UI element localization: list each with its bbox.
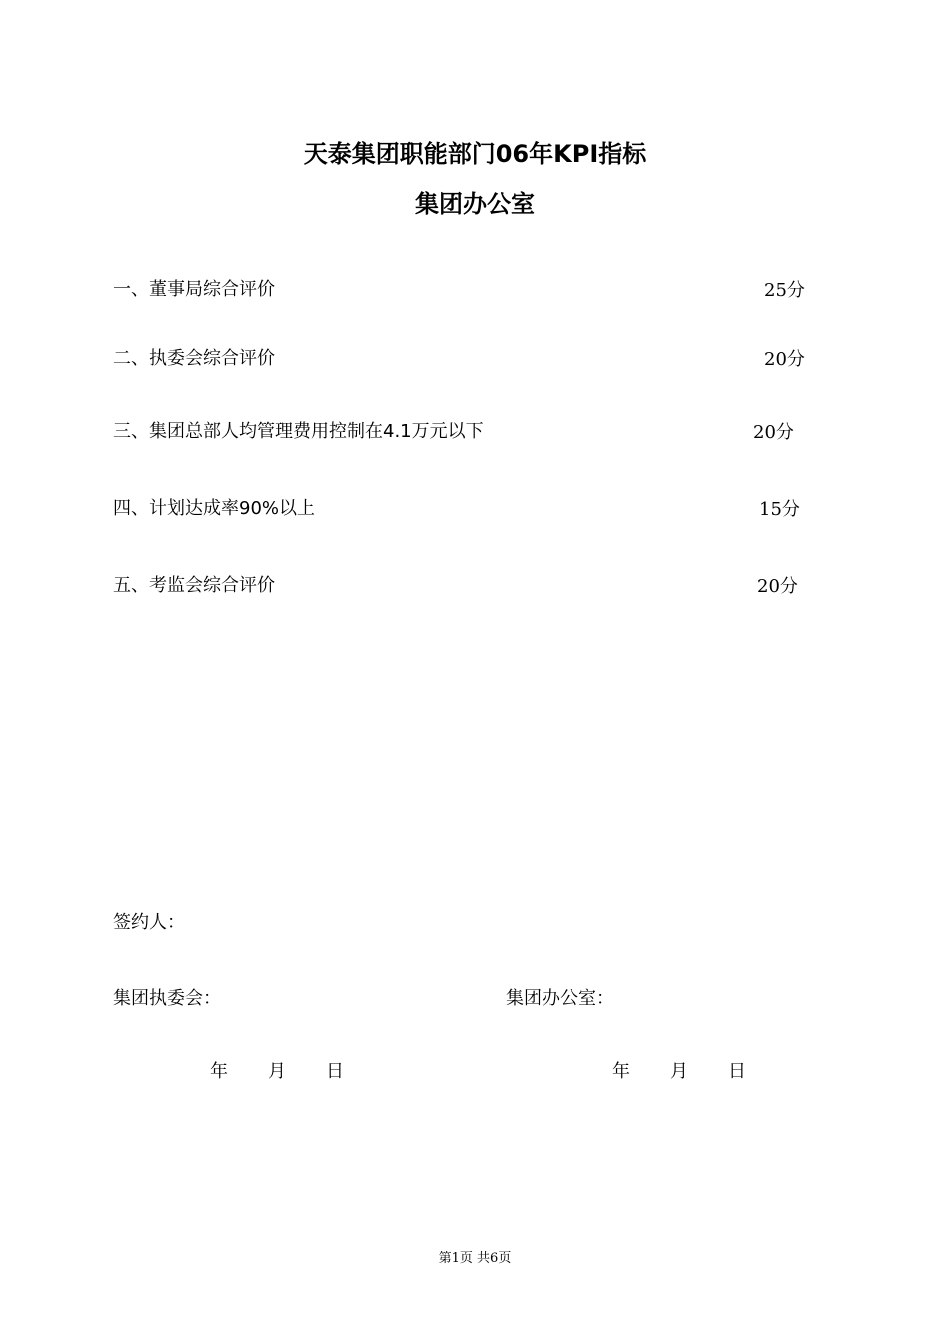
date-month-left: 月 xyxy=(268,1061,286,1082)
date-year-left: 年 xyxy=(210,1061,228,1082)
kpi-item-label: 五、考监会综合评价 xyxy=(113,575,275,596)
page-number: 第1页 共6页 xyxy=(438,1251,512,1266)
kpi-item-score: 20分 xyxy=(753,422,794,443)
kpi-item-label: 二、执委会综合评价 xyxy=(113,348,275,369)
party-left-label: 集团执委会： xyxy=(113,988,221,1009)
kpi-item-label: 四、计划达成率90%以上 xyxy=(113,498,316,519)
kpi-item-score: 20分 xyxy=(757,576,798,597)
kpi-item-score: 20分 xyxy=(764,349,805,370)
signatory-label: 签约人： xyxy=(113,912,185,933)
date-day-right: 日 xyxy=(728,1061,746,1082)
date-day-left: 日 xyxy=(326,1061,344,1082)
party-right-label: 集团办公室： xyxy=(506,988,614,1009)
kpi-item-score: 15分 xyxy=(759,499,800,520)
document-title: 天泰集团职能部门06年KPI指标 xyxy=(303,140,647,168)
date-year-right: 年 xyxy=(612,1061,630,1082)
document-subtitle: 集团办公室 xyxy=(415,190,535,218)
kpi-item-label: 三、集团总部人均管理费用控制在4.1万元以下 xyxy=(113,421,484,442)
kpi-item-score: 25分 xyxy=(764,280,805,301)
kpi-item-label: 一、董事局综合评价 xyxy=(113,279,275,300)
date-month-right: 月 xyxy=(670,1061,688,1082)
